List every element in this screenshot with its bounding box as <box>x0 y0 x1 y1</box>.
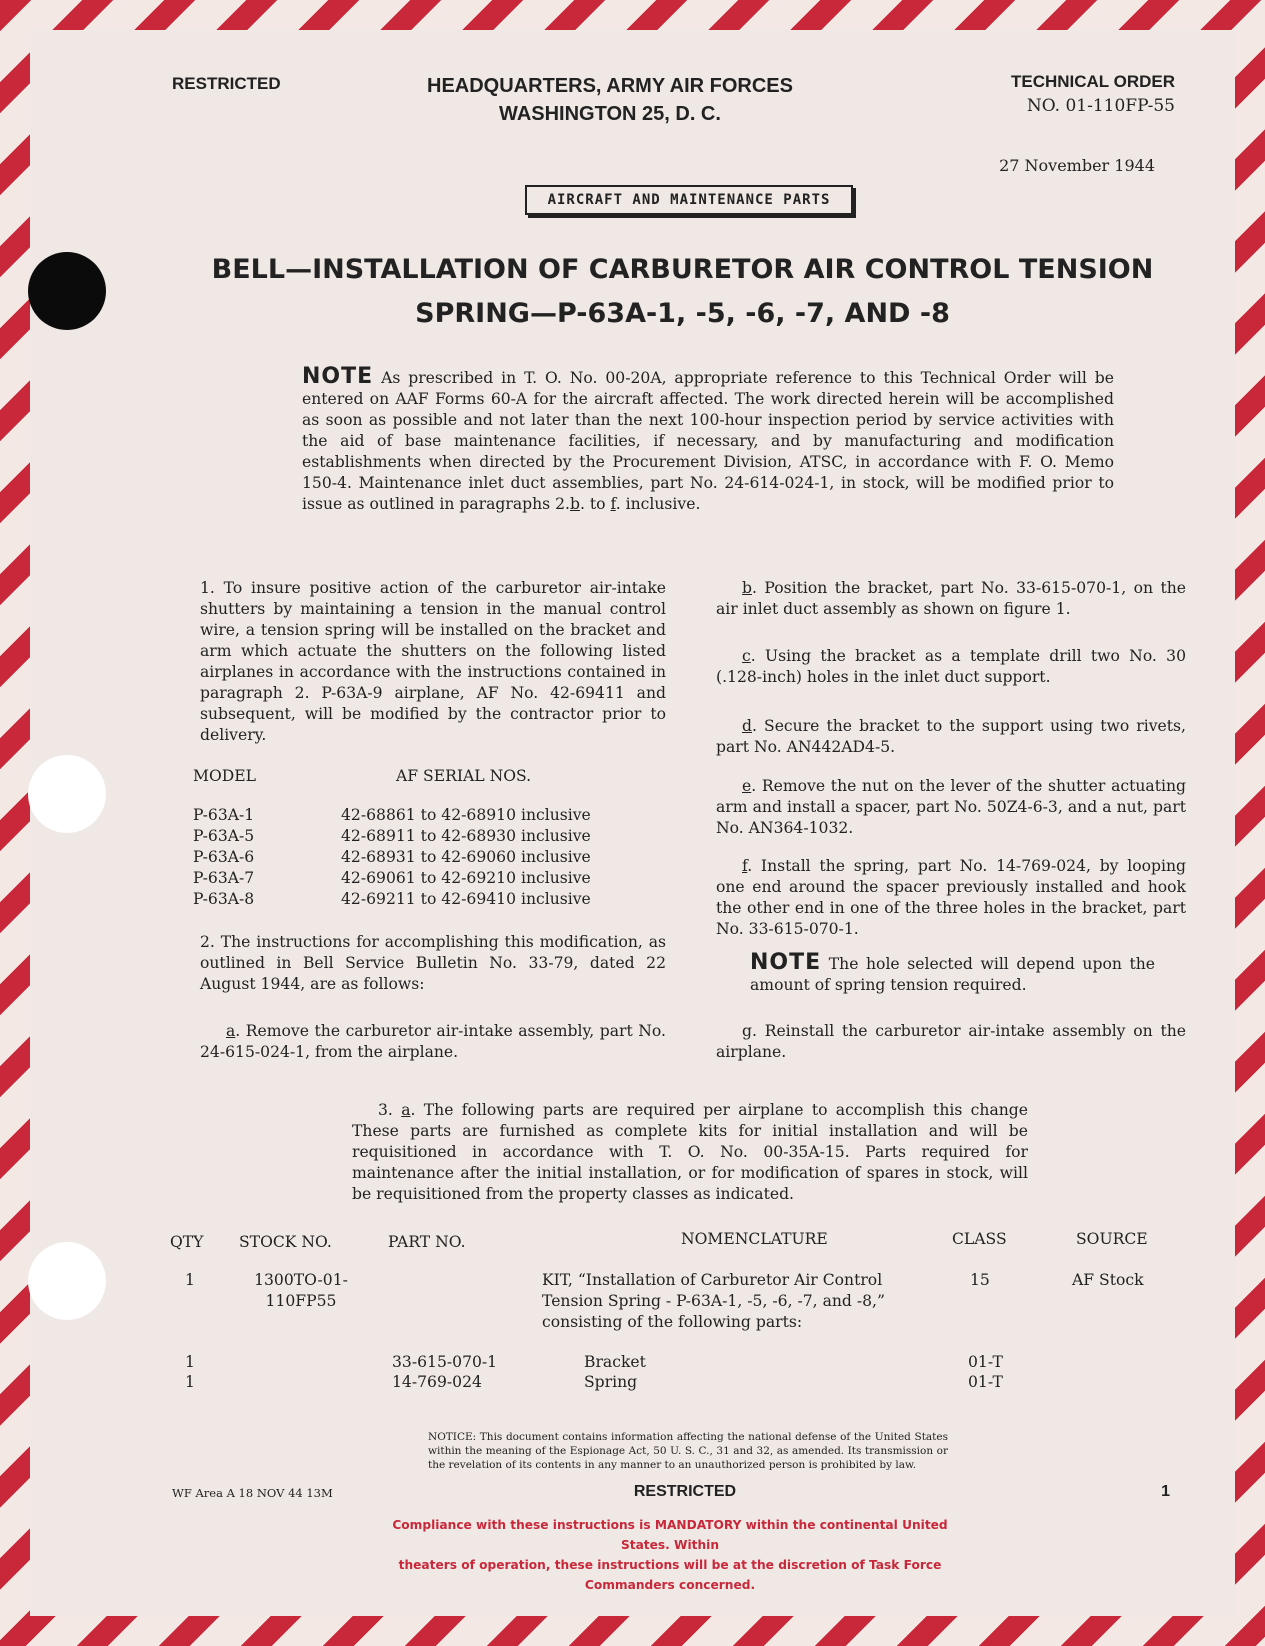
item-part-no: 33-615-070-1 <box>392 1353 498 1371</box>
step-text: . Remove the carburetor air-intake assembly, part No. 24-615-024-1, from the airplane. <box>200 1022 666 1061</box>
classification-top: RESTRICTED <box>172 74 281 93</box>
serial-cell: 42-69211 to 42-69410 inclusive <box>341 890 591 908</box>
hq-line2: WASHINGTON 25, D. C. <box>499 103 721 125</box>
kit-qty: 1 <box>185 1271 195 1289</box>
step-d <box>716 716 1186 758</box>
category-label: AIRCRAFT AND MAINTENANCE PARTS <box>525 185 853 215</box>
to-number: NO. 01-110FP-55 <box>1026 96 1175 116</box>
step-text: . Secure the bracket to the support using two rivets, part No. AN442AD4-5. <box>716 717 1186 756</box>
para3-text: . The following parts are required per airplane to accomplish this change These parts are furnished as complete kits for initial installation and will be requisitioned in accordance with T. O. No. 00-35A-15. Parts required for maintenance after the initial installation, or for modification of spares in stock, will be requisitioned from the property classes as indicated. <box>352 1101 1028 1203</box>
serial-cell: 42-68931 to 42-69060 inclusive <box>341 848 591 866</box>
binder-hole-punch <box>28 252 106 330</box>
kit-stock-no <box>241 1270 361 1312</box>
binder-hole-punch <box>28 755 106 833</box>
note-mid: . to <box>579 495 611 513</box>
note2-keyword: NOTE <box>750 950 822 975</box>
page-number: 1 <box>1161 1483 1170 1500</box>
model-cell: P-63A-6 <box>193 848 255 866</box>
model-cell: P-63A-8 <box>193 890 255 908</box>
note-paragraph <box>302 366 1114 515</box>
table-row <box>193 826 591 847</box>
step-e <box>716 776 1186 839</box>
col-part-header: PART NO. <box>388 1233 466 1251</box>
header-serial: AF SERIAL NOS. <box>396 767 532 785</box>
espionage-notice: NOTICE: This document contains information affecting the national defense of the United States within the meaning of the Espionage Act, 50 U. S. C., 31 and 32, as amended. Its transmission or the revelation of its contents in any manner to an unauthorized person is prohibited by law. <box>428 1431 948 1471</box>
model-cell: P-63A-1 <box>193 806 255 824</box>
table-header-row <box>193 766 591 805</box>
paragraph-3 <box>352 1100 1028 1205</box>
title-line1: BELL—INSTALLATION OF CARBURETOR AIR CONTROL TENSION <box>211 254 1154 285</box>
table-row <box>193 805 591 826</box>
note-text: As prescribed in T. O. No. 00-20A, appropriate reference to this Technical Order will be entered on AAF Forms 60-A for the aircraft affected. The work directed herein will be accomplished as soon as possible and not later than the next 100-hour inspection period by service activities with the aid of base maintenance facilities, if necessary, and by manufacturing and modification establishments when directed by the Procurement Division, ATSC, in accordance with F. O. Memo 150-4. Maintenance inlet duct assemblies, part No. 24-614-024-1, in stock, will be modified prior to issue as outlined in paragraphs 2. <box>302 369 1114 513</box>
technical-order-block <box>910 70 1175 118</box>
model-serial-table <box>193 766 591 910</box>
table-row <box>193 868 591 889</box>
paragraph-2: 2. The instructions for accomplishing this modification, as outlined in Bell Service Bulletin No. 33-79, dated 22 August 1944, are as follows: <box>200 933 666 993</box>
col-stock-header: STOCK NO. <box>239 1233 332 1251</box>
step-b <box>716 578 1186 620</box>
header-model: MODEL <box>193 767 256 785</box>
hq-line1: HEADQUARTERS, ARMY AIR FORCES <box>427 75 793 97</box>
stock-line1: 1300TO-01- <box>254 1271 348 1289</box>
kit-source: AF Stock <box>1072 1271 1144 1289</box>
step-letter: f <box>742 857 748 875</box>
title-line2: SPRING—P-63A-1, -5, -6, -7, AND -8 <box>415 298 950 329</box>
note-end: . inclusive. <box>615 495 701 513</box>
note-keyword: NOTE <box>302 364 374 389</box>
compliance-line2: theaters of operation, these instructions will be at the discretion of Task Force Commanders concerned. <box>398 1558 942 1592</box>
serial-cell: 42-68911 to 42-68930 inclusive <box>341 827 591 845</box>
item-qty: 1 <box>185 1353 195 1371</box>
binder-hole-punch <box>28 1242 106 1320</box>
headquarters-block <box>410 72 810 128</box>
col-class-header: CLASS <box>952 1230 1007 1248</box>
step-letter: b <box>742 579 752 597</box>
para3-prefix: 3. <box>378 1101 402 1119</box>
col-qty-header: QTY <box>170 1233 204 1251</box>
item-part-no: 14-769-024 <box>392 1373 482 1391</box>
item-class: 01-T <box>968 1353 1003 1371</box>
item-class: 01-T <box>968 1373 1003 1391</box>
step-text: . Install the spring, part No. 14-769-024, by looping one end around the spacer previously installed and hook the other end in one of the three holes in the bracket, part No. 33-615-070-1. <box>716 857 1186 938</box>
compliance-statement <box>390 1515 950 1595</box>
to-line1: TECHNICAL ORDER <box>1010 72 1175 91</box>
table-row <box>193 889 591 910</box>
document-page <box>30 30 1235 1616</box>
step-c <box>716 646 1186 688</box>
note2-text: The hole selected will depend upon the amount of spring tension required. <box>750 955 1155 994</box>
model-cell: P-63A-5 <box>193 827 255 845</box>
serial-cell: 42-69061 to 42-69210 inclusive <box>341 869 591 887</box>
table-row <box>193 847 591 868</box>
note-ref-f: f <box>610 495 616 513</box>
col-nomenclature-header: NOMENCLATURE <box>681 1230 828 1248</box>
step-f <box>716 856 1186 940</box>
col-source-header: SOURCE <box>1076 1230 1148 1248</box>
kit-class: 15 <box>970 1271 990 1289</box>
step-letter: e <box>742 777 752 795</box>
compliance-line1: Compliance with these instructions is MANDATORY within the continental United States. Within <box>392 1518 948 1552</box>
step-letter: d <box>742 717 752 735</box>
item-qty: 1 <box>185 1373 195 1391</box>
step-text: . Position the bracket, part No. 33-615-070-1, on the air inlet duct assembly as shown on figure 1. <box>716 579 1186 618</box>
step-letter: c <box>742 647 751 665</box>
step-text: . Using the bracket as a template drill two No. 30 (.128-inch) holes in the inlet duct support. <box>716 647 1186 686</box>
step-text: . Remove the nut on the lever of the shutter actuating arm and install a spacer, part No. 50Z4-6-3, and a nut, part No. AN364-1032. <box>716 777 1186 837</box>
step-a <box>200 1021 666 1063</box>
step-letter: a <box>226 1022 236 1040</box>
kit-nomenclature: KIT, “Installation of Carburetor Air Control Tension Spring - P-63A-1, -5, -6, -7, and -8,” consisting of the following parts: <box>542 1271 885 1331</box>
para3-letter: a <box>401 1101 411 1119</box>
classification-bottom: RESTRICTED <box>633 1483 737 1500</box>
page-title <box>180 248 1185 336</box>
issue-date: 27 November 1944 <box>999 156 1155 175</box>
item-nomenclature: Spring <box>584 1373 638 1391</box>
step-g <box>716 1021 1186 1063</box>
step-text: . Reinstall the carburetor air-intake assembly on the airplane. <box>716 1022 1186 1061</box>
note-ref-b: b <box>569 495 580 513</box>
note-2 <box>750 952 1155 996</box>
paragraph-1: 1. To insure positive action of the carburetor air-intake shutters by maintaining a tension in the manual control wire, a tension spring will be installed on the bracket and arm which actuate the shutters on the following listed airplanes in accordance with the instructions contained in paragraph 2. P-63A-9 airplane, AF No. 42-69411 and subsequent, will be modified by the contractor prior to delivery. <box>200 579 666 744</box>
item-nomenclature: Bracket <box>584 1353 646 1371</box>
step-letter: g <box>742 1022 752 1040</box>
model-cell: P-63A-7 <box>193 869 255 887</box>
print-line: WF Area A 18 NOV 44 13M <box>172 1486 333 1500</box>
serial-cell: 42-68861 to 42-68910 inclusive <box>341 806 591 824</box>
stock-line2: 110FP55 <box>265 1292 337 1310</box>
